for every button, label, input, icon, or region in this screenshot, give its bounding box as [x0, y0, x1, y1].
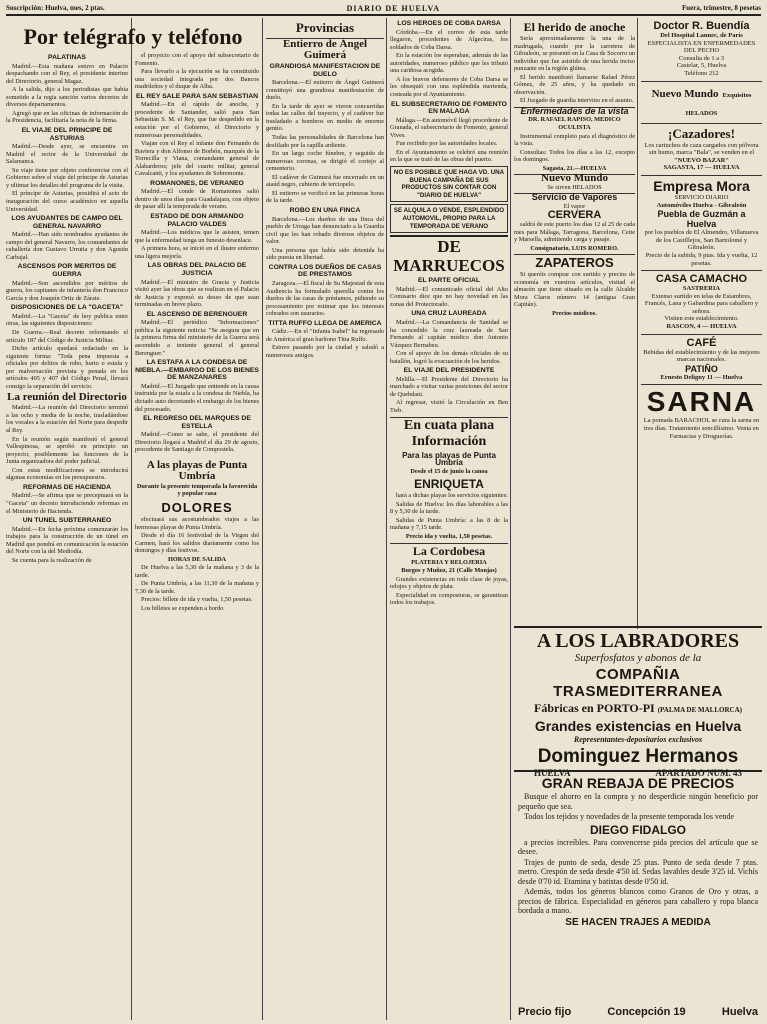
camacho-sub: SASTRERIA: [682, 285, 721, 293]
column-4: [390, 18, 508, 1020]
ad-text: Precios módicos.: [552, 309, 597, 317]
ad-headline: Enfermedades de la vista: [514, 107, 635, 116]
article-headline: ROMANONES, DE VERANEO: [150, 179, 244, 187]
column-1: [6, 52, 128, 1020]
labradores-fab: Fábricas en PORTO-PI: [534, 701, 655, 715]
labradores-existences: Grandes existencias en Huelva: [534, 718, 742, 734]
labradores-fab-note: (PALMA DE MALLORCA): [657, 706, 742, 714]
article-paragraph: Al regresar, visitó la Circulación en Ben Tieb.: [390, 399, 508, 415]
classified-box: SE ALQUILA O VENDE, ESPLENDIDO AUTOMOVIL, PROPIO PARA LA TEMPORADA DE VERANO: [390, 204, 508, 233]
mora-title: Empresa Mora: [653, 177, 750, 194]
rebaja-address: Concepción 19: [607, 1006, 686, 1018]
article-paragraph: El Juzgado de guardia intervino en el asunto.: [520, 97, 634, 105]
mora-sub: SERVICIO DIARIO: [674, 193, 729, 201]
article-headline: PALATINAS: [48, 54, 86, 61]
article-headline: LA ESTAFA A LA CONDESA DE NIEBLA.—EMBARGO DE LOS BIENES DE MANZANARES: [135, 359, 259, 382]
cazadores-text: Los cartuchos de caza cargados con pólvora sin humo, marca "Bala", se venden en el: [644, 141, 759, 157]
column-3: [266, 18, 384, 1020]
rebaja-city: Huelva: [721, 1006, 758, 1018]
article-paragraph: Madrid.—El Juzgado que entiende en la causa instruida por la estafa a la condesa de Niebla, ha dictado auto decretando el embargo de los bienes del procesado.: [135, 382, 259, 413]
article-headline: EL REY SALE PARA SAN SEBASTIAN: [135, 92, 259, 100]
article-paragraph: El entierro se verificó en las primeras horas de la tarde.: [266, 189, 384, 205]
rebaja-title: GRAN REBAJA DE PRECIOS: [541, 775, 735, 791]
ad-text: saldrá de este puerto los días 12 al 25 de cada mes para Málaga, Tarragona, Barcelona, Cette y Marsella, admitiendo carga y pasaje.: [514, 221, 635, 244]
cafe-name: PATIÑO: [685, 363, 718, 374]
labradores-reps: Representantes-depositarios exclusivos: [573, 735, 703, 744]
ad-brand: CERVERA: [547, 209, 602, 222]
cafe-address: Ernesto Deligny 11 — Huelva: [660, 373, 743, 381]
ad-brand: DOLORES: [161, 500, 233, 515]
rebaja-price-label: Precio fijo: [518, 1006, 572, 1018]
article-headline: ESTADO DE DON ARMANDO PALACIO VALDES: [150, 213, 244, 228]
article-headline: EL REGRESO DEL MARQUES DE ESTELLA: [143, 415, 251, 430]
rebaja-line1: Busque el ahorro en la compra y no desperdicie ningún beneficio por pequeño que sea.: [518, 792, 758, 811]
article-headline: EL PARTE OFICIAL: [417, 277, 481, 285]
section-title-marruecos: DE MARRUECOS: [390, 235, 508, 275]
article-paragraph: Madrid.—Esta mañana estuvo en Palacio despachando con el Rey, el presidente interino del Directorio, general Magaz.: [6, 62, 128, 85]
ad-text: De Huelva a las 5,30 de la mañana y 3 de la tarde.: [135, 564, 259, 579]
rebaja-line3: a precios increíbles. Para convencerse pida precios del artículo que se desee.: [518, 837, 758, 856]
article-paragraph: Con estas modificaciones se introducirá algunas economías en los presupuestos.: [6, 466, 128, 482]
info-banner: En cuata plana Información: [390, 417, 508, 450]
ad-cafe: [641, 334, 762, 385]
article-paragraph: Madrid.—La "Gaceta" de hoy publica entre otras, las siguientes disposiciones:: [6, 312, 128, 328]
rebaja-line6: SE HACEN TRAJES A MEDIDA: [565, 916, 711, 928]
ad-headline: Servicio de Vapores: [514, 193, 635, 202]
ad-brand: La Cordobesa: [390, 543, 508, 558]
article-paragraph: Para llevarlo a la ejecución se ha constituido una sociedad integrada por dos Bancos madrileños y el duque de Alba.: [135, 68, 259, 91]
doctor-hours: Consulta de 1 a 3: [678, 54, 725, 62]
article-list: [6, 54, 128, 564]
column-2: [135, 52, 259, 1020]
ad-text: Especialidad en composturas, se garantizan todos los trabajos.: [390, 591, 508, 607]
ad-labradores: [514, 626, 762, 778]
article-paragraph: Madrid.—El periódico "Informaciones" publica la siguiente noticia: "Se asegura que en la primera firma del ministerio de la Guerra será ascendido a teniente general el general Berenguer.": [135, 319, 259, 357]
ad-doctor: [641, 18, 762, 81]
ad-headline: A las playas de Punta Umbría: [146, 458, 248, 482]
camacho-title: CASA CAMACHO: [655, 273, 748, 286]
ad-text: Sagasta, 21.—HUELVA: [542, 164, 607, 172]
camacho-text2: Visiten este establecimiento.: [664, 315, 739, 323]
ad-text: Burgos y Muñoz, 21 (Calle Monjas): [401, 567, 497, 575]
nuevo-mundo-tag: Exquisitos HELADOS: [685, 91, 752, 117]
camacho-address: RASCON, 4 — HUELVA: [666, 323, 737, 331]
article-paragraph: Estuvo pasando por la ciudad y saludó a numerosos amigos.: [266, 344, 384, 359]
ad-text: Desde el 15 de junio la canoa: [410, 467, 488, 475]
ad-text: Si queréis comprar con surtido y precios de economía en vuestros artículos, visitad el almacén que tiene situado en la calle Alcalde Mora Claros número 14 (antigua Gran Capitán).: [514, 271, 635, 309]
article-headline: LOS AYUDANTES DE CAMPO DEL GENERAL NAVARRO: [11, 215, 123, 230]
article-headline: DISPOSICIONES DE LA "GACETA": [10, 304, 124, 312]
ad-rebaja: [514, 770, 762, 1020]
labradores-company: COMPAÑIA TRASMEDITERRANEA: [553, 666, 723, 700]
cafe-text: Bebidas del establecimiento y de las mejores marcas nacionales.: [643, 348, 760, 364]
rebaja-footer: [518, 1006, 758, 1018]
mora-line1: Automóviles Huelva - Gibraleón: [656, 201, 747, 209]
article-headline: La reunión del Directorio: [7, 391, 127, 404]
column-6: [641, 18, 762, 624]
column-rule: [262, 18, 263, 1020]
front-headline: Por telégrafo y teléfono: [23, 24, 243, 49]
article-headline: LOS HEROES DE COBA DARSA: [397, 20, 501, 27]
sarna-title: SARNA: [646, 386, 757, 418]
ad-text: efectuará sus acostumbrados viajes a las hermosas playas de Punta Umbría.: [135, 516, 259, 531]
article-headline: UN TUNEL SUBTERRANEO: [22, 517, 112, 525]
rebaja-name: DIEGO FIDALGO: [590, 822, 686, 837]
article-paragraph: Madrid.—Desde ayer, se encuentra en Madrid el rector de la Universidad de Salamanca.: [6, 143, 128, 166]
article-paragraph: Zaragoza.—El fiscal de Su Majestad de esta Audiencia ha formulado querella contra los dueños de las casas de préstamos, pidiendo su procesamiento por estimar que los intereses cobrados son usurarios.: [266, 280, 384, 318]
article-paragraph: Se cuenta para la realización de: [12, 556, 92, 564]
article-paragraph: A la salida, dijo a los periodistas que había sometido a la regia sanción varios decretos de diversos departamentos.: [6, 86, 128, 109]
ad-text: HORAS DE SALIDA: [167, 555, 227, 563]
article-paragraph: Barcelona.—Los dueños de una finca del pueblo de Urraga han denunciado a la Guardia civil que les han robado diversos objetos de valor.: [266, 215, 384, 246]
article-headline: REFORMAS DE HACIENDA: [23, 483, 111, 491]
article-paragraph: Madrid.—Los médicos que le asisten, temen que la enfermedad tenga un funesto desenlace.: [135, 229, 259, 244]
rebaja-line2: Todos los tejidos y novedades de la presente temporada los vende: [524, 812, 735, 821]
article-paragraph: El herido manifestó llamarse Rafael Pérez Gómez, de 25 años, y ha quedado en observación.: [514, 73, 635, 96]
ad-text: Desde el día 16 festividad de la Virgen del Carmen, hará los salidos diariamente como los domingos y días festivos.: [135, 532, 259, 555]
doctor-phone: Teléfono 212: [684, 69, 719, 77]
article-paragraph: Madrid.—La reunión del Directorio terminó a las ocho y media de la noche, trasladándose los vocales a la estación del Norte para despedir al Rey.: [6, 404, 128, 434]
cazadores-address: SAGASTA, 17 — HUELVA: [663, 164, 740, 172]
labradores-title: A LOS LABRADORES: [536, 630, 740, 652]
article-paragraph: En la tarde de ayer se vieron concurridas todas las calles del trayecto, y el cadáver fue trasladado a hombros en medio de enorme gentío.: [266, 102, 384, 133]
ad-text: Precios: billete de ida y vuelta, 1,50 pesetas.: [141, 596, 253, 604]
rebaja-line4: Trajes de punto de seda, desde 25 ptas. Punto de seda desde 7 ptas. metro. Crespón de seda desde 4'50 id. Sedas lavables desde 3'25 id. Vichís desde 0'70 id. Etamina y batistas desde 0'50 id.: [518, 857, 758, 886]
column-rule: [386, 18, 387, 1020]
article-paragraph: el proyecto con el apoyo del subsecretario de Fomento.: [135, 52, 259, 67]
article-paragraph: En la reunión según manifestó el general Vallespinosa, se aprobó en principio un proyecto; posiblemente las funciones de la Junta organizadora del poder judicial.: [6, 435, 128, 466]
article-paragraph: Cádiz.—En el "Infanta Isabel" ha regresado de América el gran barítono Titta Ruffo.: [266, 328, 384, 343]
masthead: [6, 2, 761, 16]
ad-casa-camacho: [641, 270, 762, 334]
article-headline: ROBO EN UNA FINCA: [289, 206, 361, 214]
ad-text: Grandes existencias en toda clase de joyas, relojes y objetos de plata.: [390, 575, 508, 591]
cazadores-shop: "NUEVO BAZAR": [674, 156, 729, 164]
article-paragraph: Melilla.—El Presidente del Directorio ha marchado a visitar varias posiciones del sector de Quebdani.: [390, 375, 508, 398]
article-headline: Entierro de Ángel Guimerá: [266, 38, 384, 61]
rebaja-body: [514, 792, 762, 927]
mora-line2: Puebla de Guzmán a Huelva: [657, 209, 746, 230]
article-paragraph: El cadáver de Guimerá fue encerrado en un ataúd negro, cubierto de terciopelo.: [266, 173, 384, 189]
article-paragraph: Barcelona.—El entierro de Ángel Guimerá constituyó una grandiosa manifestación de duelo.: [266, 79, 384, 102]
ad-text: El vapor: [563, 202, 586, 210]
doctor-name: Doctor R. Buendía: [653, 20, 750, 32]
article-headline: ASCENSOS POR MERITOS DE GUERRA: [17, 263, 117, 279]
article-paragraph: Madrid.—En fecha próxima comenzarán los trabajos para la construcción de un túnel en Madrid que pondrá en comunicación la estación del Norte con la del Mediodía.: [6, 525, 128, 556]
labradores-factories: [514, 701, 762, 716]
ad-text: Se sirven HELADOS: [547, 183, 602, 191]
article-paragraph: Agregó que en las oficinas de información de la Presidencia, facilitaría la nota de la firma.: [6, 109, 128, 125]
article-paragraph: Con el apoyo de los demás oficiales de su batallón, logró la evacuación de los heridos.: [390, 350, 508, 365]
doctor-specialty: ESPECIALISTA EN ENFERMEDADES DEL PECHO: [647, 39, 756, 55]
article-subheadline: GRANDIOSA MANIFESTACION DE DUELO: [269, 63, 381, 78]
masthead-title: DIARIO DE HUELVA: [346, 3, 440, 13]
ad-text: Salidas de Huelva: los días laborables a las 8 y 5,30 de la tarde.: [390, 500, 508, 516]
ad-sarna: [641, 384, 762, 443]
article-paragraph: Madrid.—El comunicado oficial del Alto Comisario dice que no hay novedad en las zonas del Protectorado.: [390, 285, 508, 308]
ad-brand: ENRIQUETA: [414, 477, 484, 492]
ad-text: Los billetes se expenden a bordo: [141, 605, 224, 613]
ad-text: DR. RAFAEL RAPISO, MEDICO OCULISTA: [528, 116, 621, 132]
ad-empresa-mora: [641, 175, 762, 270]
sarna-text: La pomada BARACHOL se cura la sarna en tres días. Tratamiento sencillísimo. Venta en Farmacias y Droguerías.: [643, 417, 760, 440]
article-headline: EL ASCENSO DE BERENGUER: [146, 310, 248, 318]
doctor-address: Castelar, 5, Huelva: [676, 62, 727, 70]
labradores-apartado: APARTADO NUM. 43: [655, 768, 742, 778]
masthead-price: Fuera, trimestre, 8 pesetas: [682, 4, 761, 12]
ad-cazadores: [641, 123, 762, 175]
cafe-title: CAFÉ: [686, 336, 717, 349]
article-paragraph: Fue recibido por las autoridades locales.: [396, 140, 498, 148]
article-headline: EL SUBSECRETARIO DE FOMENTO EN MALAGA: [391, 100, 507, 116]
column-5: [514, 18, 635, 624]
ad-text: Consultas: Todos los días a las 12, excepto los domingos.: [514, 148, 635, 164]
article-paragraph: Málaga.—En automóvil llegó procedente de Granada, el subsecretario de Fomento, general Vives.: [390, 116, 508, 139]
article-paragraph: Sería aproximadamente la una de la madrugada, cuando por la carretera de Gibraleón, se presentó en la Casa de Socorro un individuo que fue asistido de una herida inciso punzante en la región glútea.: [514, 35, 635, 73]
column-rule: [131, 18, 132, 1020]
ad-text: hará a dichas playas los servicios siguientes:: [396, 492, 508, 500]
article-headline: EL VIAJE DEL PRINCIPE DE ASTURIAS: [21, 126, 113, 142]
article-paragraph: Todas las personalidades de Barcelona han desfilado por la capilla ardiente.: [266, 134, 384, 149]
nuevo-mundo-name: Nuevo Mundo: [651, 87, 719, 100]
article-headline: UNA CRUZ LAUREADA: [411, 310, 487, 318]
article-headline: El herido de anoche: [523, 20, 626, 34]
article-paragraph: En el Ayuntamiento se celebró una reunión en la que se trató de las obras del puerto.: [390, 148, 508, 164]
article-paragraph: A primera hora, se inició en el ilustre enfermo una ligera mejoría.: [135, 245, 259, 260]
doctor-hospital: Del Hospital Lannec, de París: [660, 32, 743, 39]
article-paragraph: De Guerra.—Real decreto reformando el artículo 187 del Código de Justicia Militar.: [6, 328, 128, 344]
ad-text: PLATERIA Y RELOJERIA: [411, 558, 487, 566]
masthead-subscription: Suscripción: Huelva, mes, 2 ptas.: [6, 4, 105, 12]
ad-text: Precio ida y vuelta, 1,50 pesetas.: [405, 532, 493, 540]
mora-text: por los pueblos de El Almendro, Villanueva de los Castillejos, San Bartolomé y Gibraleón.: [644, 229, 759, 252]
ad-text: Salidas de Punta Umbría: a las 8 de la mañana y 7,15 tarde.: [390, 516, 508, 532]
cazadores-title: ¡Cazadores!: [668, 125, 735, 141]
article-paragraph: Madrid.—Han sido nombrados ayudantes de campo del general Navarro, los comandantes de caballería don Gustavo Urrutia y don Agustín Carbajal.: [6, 231, 128, 261]
ad-nuevo-mundo: [641, 81, 762, 123]
labradores-sub: Superfosfatos y abonos de la: [574, 652, 702, 664]
column-rule: [510, 18, 511, 1020]
article-headline: LAS OBRAS DEL PALACIO DE JUSTICIA: [147, 262, 247, 277]
article-paragraph: El príncipe de Asturias, presidirá el acto de inauguración del curso académico en aquella Universidad.: [6, 190, 128, 213]
mora-text2: Precio de la subida, 9 ptas. Ida y vuelta, 12 pesetas.: [645, 251, 758, 267]
article-paragraph: Madrid.—Se afirma que se preceptuará en la "Gaceta" un decreto introduciendo reformas en el Ministerio de Hacienda.: [6, 492, 128, 515]
ad-text: Durante la presente temporada la favorecida y popular casa: [136, 482, 258, 498]
ad-text: Instrumental completo para el diagnóstico de la vista.: [514, 132, 635, 148]
article-headline: TITTA RUFFO LLEGA DE AMERICA: [268, 319, 382, 327]
article-paragraph: En un largo coche fúnebre, y seguido de numerosas coronas, se dirigió el cortejo al cementerio.: [266, 150, 384, 173]
ad-brand: ZAPATEROS: [514, 254, 635, 270]
article-paragraph: Su viaje tiene por objeto conferenciar con el Gobierno sobre el viaje del príncipe de Asturias y ultimar los detalles del programa de la visita.: [6, 166, 128, 189]
camacho-text: Extenso surtido en telas de Estambres, Francés, Lana y Gabardina para caballero y señora.: [644, 292, 759, 315]
article-paragraph: Córdoba.—En el correo de esta tarde llegaron, procedentes de Algeciras, los soldados de Coba Darsa.: [390, 28, 508, 51]
article-paragraph: En la estación los esperaban, además de las autoridades, numeroso público que les tributó una cariñosa acogida.: [390, 52, 508, 75]
article-paragraph: Madrid.—El ministro de Gracia y Justicia visitó ayer las obras que se realizan en el Palacio de Justicia y expresó su deseo de que sean terminadas en breve plazo.: [135, 278, 259, 309]
article-headline: CONTRA LOS DUEÑOS DE CASAS DE PRESTAMOS: [268, 263, 382, 279]
article-paragraph: Madrid.—El conde de Romanones salió dentro de unos días para Guadalajara, con objeto de pasar allí la temporada de verano.: [135, 188, 259, 211]
rebaja-line5: Además, todos los géneros blancos como Granos de Oro y otras, a precios de fábrica. Especialidad en géneros para caballero y ropa blanca bordada a mano.: [518, 887, 758, 915]
ad-headline: Para las playas de Punta Umbría: [402, 450, 496, 468]
article-paragraph: Madrid.—Como se sabe, el presidente del Directorio llegará a Madrid el día 29 de agosto, procedente de Santiago de Compostela.: [135, 431, 259, 454]
labradores-firm: Dominguez Hermanos: [537, 746, 739, 767]
article-paragraph: A los bravos defensores de Coba Darsa se les obsequió con una espléndida merienda, costeada por el Ayuntamiento.: [390, 75, 508, 98]
promo-box: NO ES POSIBLE QUE HAGA VD. UNA BUENA CAMPAÑA DE SUS PRODUCTOS SIN CONTAR CON "DIARIO DE HUELVA": [390, 166, 508, 202]
ad-text: Consignatario, LUIS ROMERO.: [530, 244, 619, 252]
article-paragraph: Viajan con el Rey el infante don Fernando de Baviera y don Alfonso de Borbón, marqués de la Torrecilla y Viana, comandante general de Alabarderos; jefe del cuarto militar, general Cavalcanti, y los ayudantes de Sobremonte.: [135, 140, 259, 178]
article-headline: EL VIAJE DEL PRESIDENTE: [403, 367, 495, 375]
column-rule: [637, 18, 638, 629]
section-title: Provincias: [295, 20, 355, 35]
article-paragraph: Madrid.—Son ascendidos por méritos de guerra, los capitanes de infantería don Francisco García y don Joaquín Ortiz de Zárate.: [6, 279, 128, 302]
article-paragraph: Madrid.—En el rápido de anoche, y procedente de Santander, salió para San Sebastián S. M. el Rey, que fue despedido en la estación por el Gobierno, el Directorio y numerosas personalidades.: [135, 101, 259, 139]
ad-brand: Nuevo Mundo: [514, 174, 635, 183]
article-paragraph: Dicho artículo quedará redactado en la siguiente forma: "Toda pena impuesta a oficiales por delitos de robo, hurto o estafa y por malversación prevista y penada en los artículos 405 y 407 del Código Penal, llevará consigo la separación del servicio.: [6, 345, 128, 390]
labradores-city: HUELVA: [534, 768, 571, 778]
article-paragraph: Una persona que había sido detenida ha sido puesta en libertad.: [266, 246, 384, 262]
article-paragraph: Madrid.—La Comandancia de Sanidad se ha concedido la cruz laureada de San Fernando al capitán médico don Antonio Vázquez Bernabeu.: [390, 318, 508, 349]
ad-text: De Punta Umbría, a las 11,30 de la mañana y 7,30 de la tarde.: [135, 580, 259, 595]
